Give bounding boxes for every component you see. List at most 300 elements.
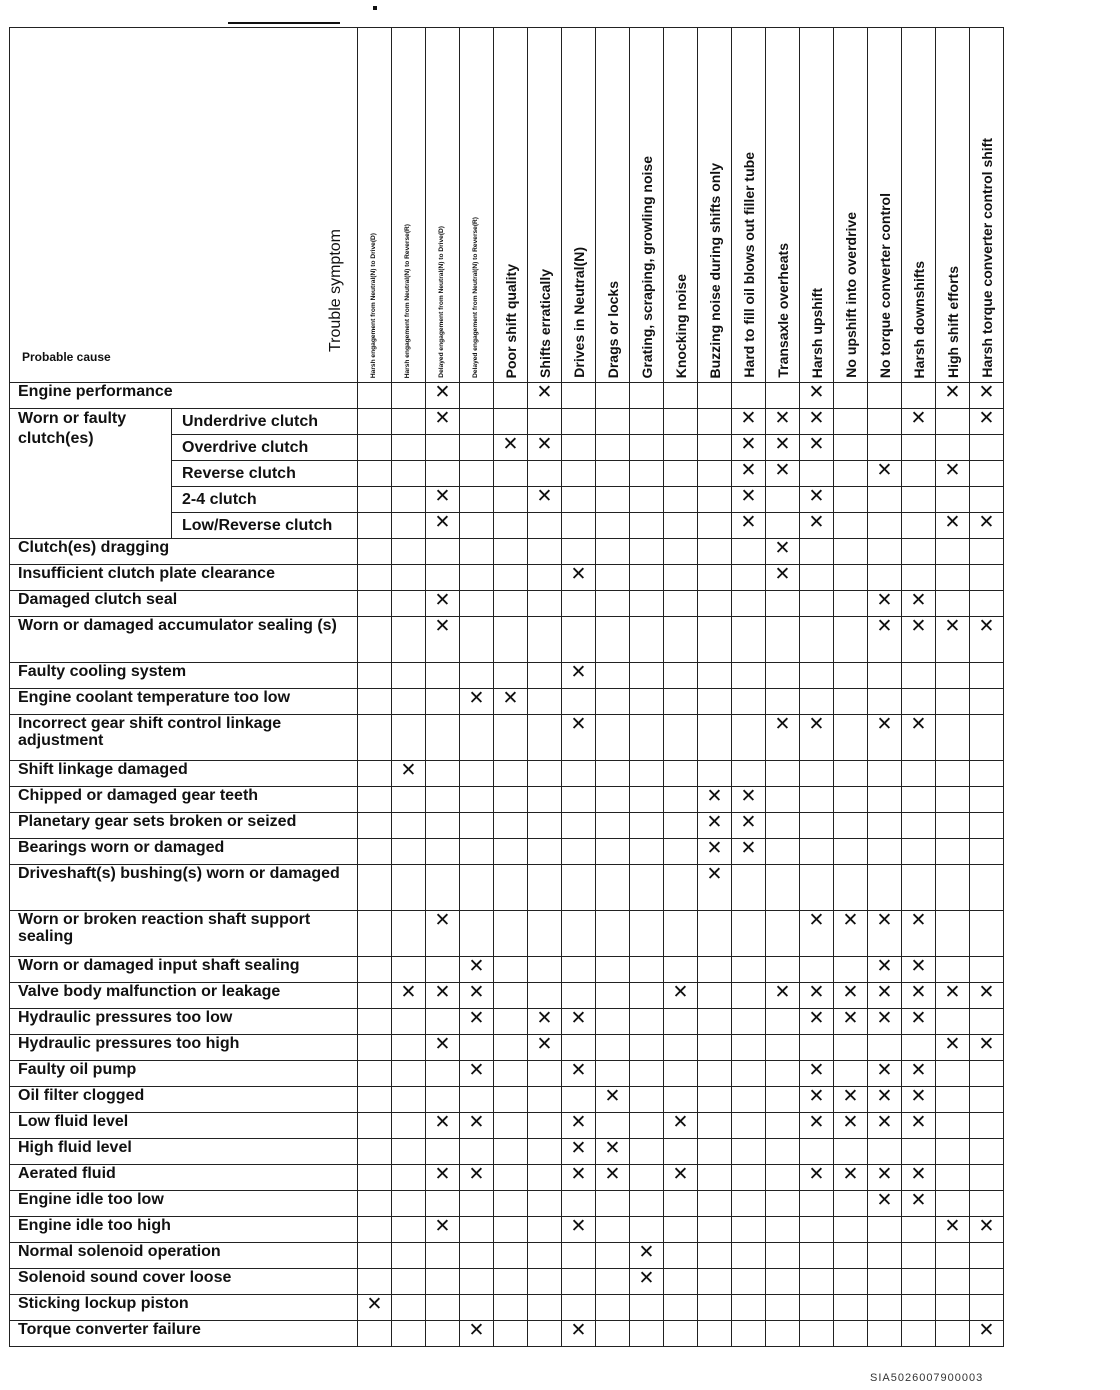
empty-cell (936, 435, 970, 461)
x-mark: ✕ (460, 689, 494, 715)
empty-cell (902, 1139, 936, 1165)
empty-cell (936, 1165, 970, 1191)
empty-cell (664, 1243, 698, 1269)
empty-cell (732, 761, 766, 787)
empty-cell (460, 715, 494, 761)
empty-cell (426, 787, 460, 813)
empty-cell (834, 435, 868, 461)
empty-cell (732, 1191, 766, 1217)
empty-cell (970, 839, 1004, 865)
empty-cell (936, 839, 970, 865)
empty-cell (392, 1295, 426, 1321)
empty-cell (528, 1217, 562, 1243)
symptom-header (834, 28, 868, 383)
empty-cell (936, 761, 970, 787)
empty-cell (392, 1217, 426, 1243)
empty-cell (664, 591, 698, 617)
probable-cause: Sticking lockup piston (10, 1295, 358, 1321)
empty-cell (868, 1217, 902, 1243)
empty-cell (766, 487, 800, 513)
empty-cell (834, 617, 868, 663)
empty-cell (562, 1191, 596, 1217)
empty-cell (664, 715, 698, 761)
empty-cell (392, 689, 426, 715)
empty-cell (596, 715, 630, 761)
empty-cell (494, 1139, 528, 1165)
probable-cause: Faulty oil pump (10, 1061, 358, 1087)
empty-cell (528, 715, 562, 761)
symptom-label: Poor shift quality (502, 263, 519, 378)
empty-cell (630, 409, 664, 435)
empty-cell (460, 663, 494, 689)
x-mark: ✕ (460, 983, 494, 1009)
empty-cell (358, 1165, 392, 1191)
empty-cell (460, 1139, 494, 1165)
empty-cell (800, 1191, 834, 1217)
table-row (10, 591, 1004, 617)
probable-cause: Reverse clutch (172, 461, 358, 487)
x-mark: ✕ (800, 435, 834, 461)
empty-cell (426, 565, 460, 591)
empty-cell (970, 1061, 1004, 1087)
empty-cell (358, 1139, 392, 1165)
empty-cell (460, 761, 494, 787)
empty-cell (494, 1243, 528, 1269)
empty-cell (426, 1321, 460, 1347)
empty-cell (630, 1295, 664, 1321)
empty-cell (358, 539, 392, 565)
empty-cell (494, 1035, 528, 1061)
empty-cell (392, 1321, 426, 1347)
x-mark: ✕ (426, 591, 460, 617)
x-mark: ✕ (970, 617, 1004, 663)
empty-cell (834, 565, 868, 591)
empty-cell (596, 539, 630, 565)
table-row (10, 689, 1004, 715)
empty-cell (698, 983, 732, 1009)
empty-cell (596, 1321, 630, 1347)
empty-cell (528, 689, 562, 715)
empty-cell (732, 1295, 766, 1321)
empty-cell (936, 1061, 970, 1087)
empty-cell (936, 1295, 970, 1321)
table-row (10, 1113, 1004, 1139)
empty-cell (732, 591, 766, 617)
empty-cell (732, 1243, 766, 1269)
empty-cell (528, 1113, 562, 1139)
empty-cell (664, 813, 698, 839)
empty-cell (664, 435, 698, 461)
x-mark: ✕ (392, 983, 426, 1009)
header-row (10, 28, 1004, 383)
x-mark: ✕ (562, 715, 596, 761)
empty-cell (426, 689, 460, 715)
top-rule (228, 22, 340, 24)
empty-cell (664, 1191, 698, 1217)
empty-cell (630, 865, 664, 911)
empty-cell (358, 487, 392, 513)
symptom-label: Harsh torque converter control shift (978, 138, 995, 378)
empty-cell (528, 1087, 562, 1113)
empty-cell (596, 839, 630, 865)
empty-cell (392, 513, 426, 539)
empty-cell (494, 715, 528, 761)
symptom-header (664, 28, 698, 383)
x-mark: ✕ (834, 1113, 868, 1139)
symptom-header (562, 28, 596, 383)
x-mark: ✕ (426, 1035, 460, 1061)
empty-cell (664, 663, 698, 689)
symptom-label: Drags or locks (604, 280, 621, 378)
empty-cell (698, 689, 732, 715)
x-mark: ✕ (834, 1087, 868, 1113)
probable-cause: Shift linkage damaged (10, 761, 358, 787)
empty-cell (868, 1269, 902, 1295)
x-mark: ✕ (902, 1061, 936, 1087)
symptom-header (902, 28, 936, 383)
x-mark: ✕ (494, 689, 528, 715)
empty-cell (630, 487, 664, 513)
empty-cell (732, 865, 766, 911)
empty-cell (936, 813, 970, 839)
top-dot (373, 6, 377, 10)
empty-cell (970, 1113, 1004, 1139)
symptom-header (698, 28, 732, 383)
empty-cell (800, 957, 834, 983)
empty-cell (936, 1139, 970, 1165)
empty-cell (902, 865, 936, 911)
probable-cause: Worn or broken reaction shaft support sealing (10, 911, 358, 957)
symptom-label: Delayed engagement from Neutral(N) to Reverse(R) (472, 217, 480, 378)
empty-cell (902, 565, 936, 591)
empty-cell (936, 1321, 970, 1347)
empty-cell (766, 761, 800, 787)
empty-cell (834, 663, 868, 689)
empty-cell (392, 1113, 426, 1139)
trouble-symptom-label: Trouble symptom (327, 229, 344, 352)
empty-cell (562, 461, 596, 487)
troubleshooting-table (9, 27, 1004, 1347)
x-mark: ✕ (868, 715, 902, 761)
empty-cell (868, 813, 902, 839)
empty-cell (664, 689, 698, 715)
empty-cell (970, 487, 1004, 513)
empty-cell (358, 983, 392, 1009)
probable-cause: Engine performance (10, 383, 358, 409)
empty-cell (562, 435, 596, 461)
empty-cell (698, 565, 732, 591)
empty-cell (800, 565, 834, 591)
empty-cell (358, 383, 392, 409)
x-mark: ✕ (834, 1165, 868, 1191)
probable-cause: Oil filter clogged (10, 1087, 358, 1113)
empty-cell (562, 839, 596, 865)
empty-cell (494, 761, 528, 787)
empty-cell (698, 761, 732, 787)
empty-cell (426, 663, 460, 689)
x-mark: ✕ (732, 787, 766, 813)
empty-cell (834, 865, 868, 911)
x-mark: ✕ (494, 435, 528, 461)
empty-cell (970, 1009, 1004, 1035)
empty-cell (528, 513, 562, 539)
empty-cell (392, 617, 426, 663)
x-mark: ✕ (426, 487, 460, 513)
empty-cell (596, 617, 630, 663)
table-row (10, 1061, 1004, 1087)
x-mark: ✕ (562, 1217, 596, 1243)
table-row (10, 1139, 1004, 1165)
empty-cell (834, 957, 868, 983)
symptom-header (970, 28, 1004, 383)
empty-cell (392, 1035, 426, 1061)
table-row (10, 715, 1004, 761)
empty-cell (494, 813, 528, 839)
empty-cell (936, 409, 970, 435)
x-mark: ✕ (936, 513, 970, 539)
x-mark: ✕ (766, 565, 800, 591)
empty-cell (868, 839, 902, 865)
empty-cell (562, 487, 596, 513)
empty-cell (460, 1243, 494, 1269)
probable-cause: Planetary gear sets broken or seized (10, 813, 358, 839)
empty-cell (970, 1269, 1004, 1295)
empty-cell (902, 435, 936, 461)
empty-cell (596, 1191, 630, 1217)
table-row (10, 957, 1004, 983)
table-row (10, 761, 1004, 787)
empty-cell (392, 591, 426, 617)
empty-cell (732, 1217, 766, 1243)
empty-cell (494, 911, 528, 957)
x-mark: ✕ (596, 1087, 630, 1113)
x-mark: ✕ (426, 1217, 460, 1243)
x-mark: ✕ (800, 911, 834, 957)
empty-cell (426, 1009, 460, 1035)
empty-cell (630, 813, 664, 839)
empty-cell (596, 591, 630, 617)
empty-cell (392, 813, 426, 839)
empty-cell (528, 591, 562, 617)
empty-cell (596, 409, 630, 435)
empty-cell (562, 1269, 596, 1295)
empty-cell (426, 1061, 460, 1087)
empty-cell (902, 487, 936, 513)
empty-cell (358, 689, 392, 715)
empty-cell (562, 761, 596, 787)
probable-cause: Incorrect gear shift control linkage adjustment (10, 715, 358, 761)
empty-cell (664, 1087, 698, 1113)
x-mark: ✕ (528, 1009, 562, 1035)
empty-cell (936, 1009, 970, 1035)
x-mark: ✕ (732, 513, 766, 539)
empty-cell (664, 565, 698, 591)
empty-cell (664, 1269, 698, 1295)
empty-cell (392, 865, 426, 911)
empty-cell (766, 513, 800, 539)
empty-cell (630, 1035, 664, 1061)
empty-cell (902, 1269, 936, 1295)
empty-cell (460, 1087, 494, 1113)
x-mark: ✕ (562, 1009, 596, 1035)
empty-cell (596, 911, 630, 957)
group-cause: Worn or faulty clutch(es) (10, 409, 172, 539)
x-mark: ✕ (800, 1165, 834, 1191)
empty-cell (970, 461, 1004, 487)
probable-cause: Clutch(es) dragging (10, 539, 358, 565)
empty-cell (494, 983, 528, 1009)
empty-cell (970, 1243, 1004, 1269)
x-mark: ✕ (868, 957, 902, 983)
empty-cell (902, 813, 936, 839)
empty-cell (460, 487, 494, 513)
empty-cell (494, 1113, 528, 1139)
empty-cell (868, 409, 902, 435)
symptom-header (732, 28, 766, 383)
probable-cause: Solenoid sound cover loose (10, 1269, 358, 1295)
table-row (10, 663, 1004, 689)
empty-cell (936, 865, 970, 911)
symptom-label: Shifts erratically (536, 269, 553, 378)
table-row (10, 1087, 1004, 1113)
table-row (10, 1269, 1004, 1295)
symptom-label: Buzzing noise during shifts only (706, 162, 723, 378)
empty-cell (562, 865, 596, 911)
x-mark: ✕ (528, 383, 562, 409)
empty-cell (936, 1269, 970, 1295)
empty-cell (630, 839, 664, 865)
empty-cell (392, 1087, 426, 1113)
empty-cell (426, 715, 460, 761)
empty-cell (902, 1243, 936, 1269)
symptom-header (630, 28, 664, 383)
empty-cell (494, 1295, 528, 1321)
empty-cell (868, 663, 902, 689)
x-mark: ✕ (664, 1113, 698, 1139)
empty-cell (494, 487, 528, 513)
table-row (10, 409, 1004, 435)
x-mark: ✕ (562, 1321, 596, 1347)
empty-cell (800, 1035, 834, 1061)
table-row (10, 383, 1004, 409)
empty-cell (630, 1087, 664, 1113)
empty-cell (562, 591, 596, 617)
x-mark: ✕ (868, 1009, 902, 1035)
empty-cell (766, 957, 800, 983)
empty-cell (970, 865, 1004, 911)
symptom-header (800, 28, 834, 383)
empty-cell (494, 1061, 528, 1087)
empty-cell (936, 1243, 970, 1269)
empty-cell (528, 409, 562, 435)
x-mark: ✕ (936, 1035, 970, 1061)
empty-cell (800, 663, 834, 689)
table-row (10, 1321, 1004, 1347)
empty-cell (800, 1295, 834, 1321)
empty-cell (630, 435, 664, 461)
empty-cell (528, 1191, 562, 1217)
x-mark: ✕ (970, 1217, 1004, 1243)
empty-cell (392, 435, 426, 461)
empty-cell (970, 957, 1004, 983)
empty-cell (460, 1217, 494, 1243)
x-mark: ✕ (834, 983, 868, 1009)
empty-cell (392, 715, 426, 761)
probable-cause: Hydraulic pressures too low (10, 1009, 358, 1035)
x-mark: ✕ (902, 591, 936, 617)
empty-cell (392, 565, 426, 591)
x-mark: ✕ (766, 715, 800, 761)
empty-cell (936, 1191, 970, 1217)
empty-cell (596, 1269, 630, 1295)
empty-cell (630, 513, 664, 539)
x-mark: ✕ (902, 1191, 936, 1217)
empty-cell (800, 787, 834, 813)
x-mark: ✕ (698, 865, 732, 911)
empty-cell (358, 565, 392, 591)
empty-cell (834, 1295, 868, 1321)
empty-cell (358, 1217, 392, 1243)
empty-cell (970, 689, 1004, 715)
empty-cell (426, 839, 460, 865)
empty-cell (936, 715, 970, 761)
empty-cell (528, 761, 562, 787)
empty-cell (494, 865, 528, 911)
empty-cell (902, 663, 936, 689)
empty-cell (936, 539, 970, 565)
empty-cell (630, 617, 664, 663)
empty-cell (732, 715, 766, 761)
empty-cell (494, 409, 528, 435)
empty-cell (868, 539, 902, 565)
empty-cell (664, 911, 698, 957)
x-mark: ✕ (902, 1113, 936, 1139)
empty-cell (528, 617, 562, 663)
empty-cell (970, 435, 1004, 461)
empty-cell (392, 487, 426, 513)
x-mark: ✕ (562, 1113, 596, 1139)
symptom-label: Harsh downshifts (910, 260, 927, 378)
empty-cell (698, 911, 732, 957)
empty-cell (868, 565, 902, 591)
empty-cell (494, 617, 528, 663)
empty-cell (766, 1009, 800, 1035)
empty-cell (732, 911, 766, 957)
empty-cell (868, 1035, 902, 1061)
empty-cell (868, 383, 902, 409)
empty-cell (970, 715, 1004, 761)
corner-cell (10, 28, 358, 383)
x-mark: ✕ (562, 565, 596, 591)
empty-cell (834, 1243, 868, 1269)
symptom-label: No upshift into overdrive (842, 212, 859, 378)
empty-cell (460, 865, 494, 911)
empty-cell (562, 911, 596, 957)
x-mark: ✕ (528, 435, 562, 461)
empty-cell (664, 1009, 698, 1035)
empty-cell (800, 1243, 834, 1269)
empty-cell (426, 1139, 460, 1165)
empty-cell (426, 435, 460, 461)
empty-cell (460, 1035, 494, 1061)
table-row (10, 813, 1004, 839)
x-mark: ✕ (902, 1009, 936, 1035)
empty-cell (834, 1321, 868, 1347)
empty-cell (800, 1321, 834, 1347)
x-mark: ✕ (800, 409, 834, 435)
x-mark: ✕ (562, 1061, 596, 1087)
empty-cell (868, 1139, 902, 1165)
